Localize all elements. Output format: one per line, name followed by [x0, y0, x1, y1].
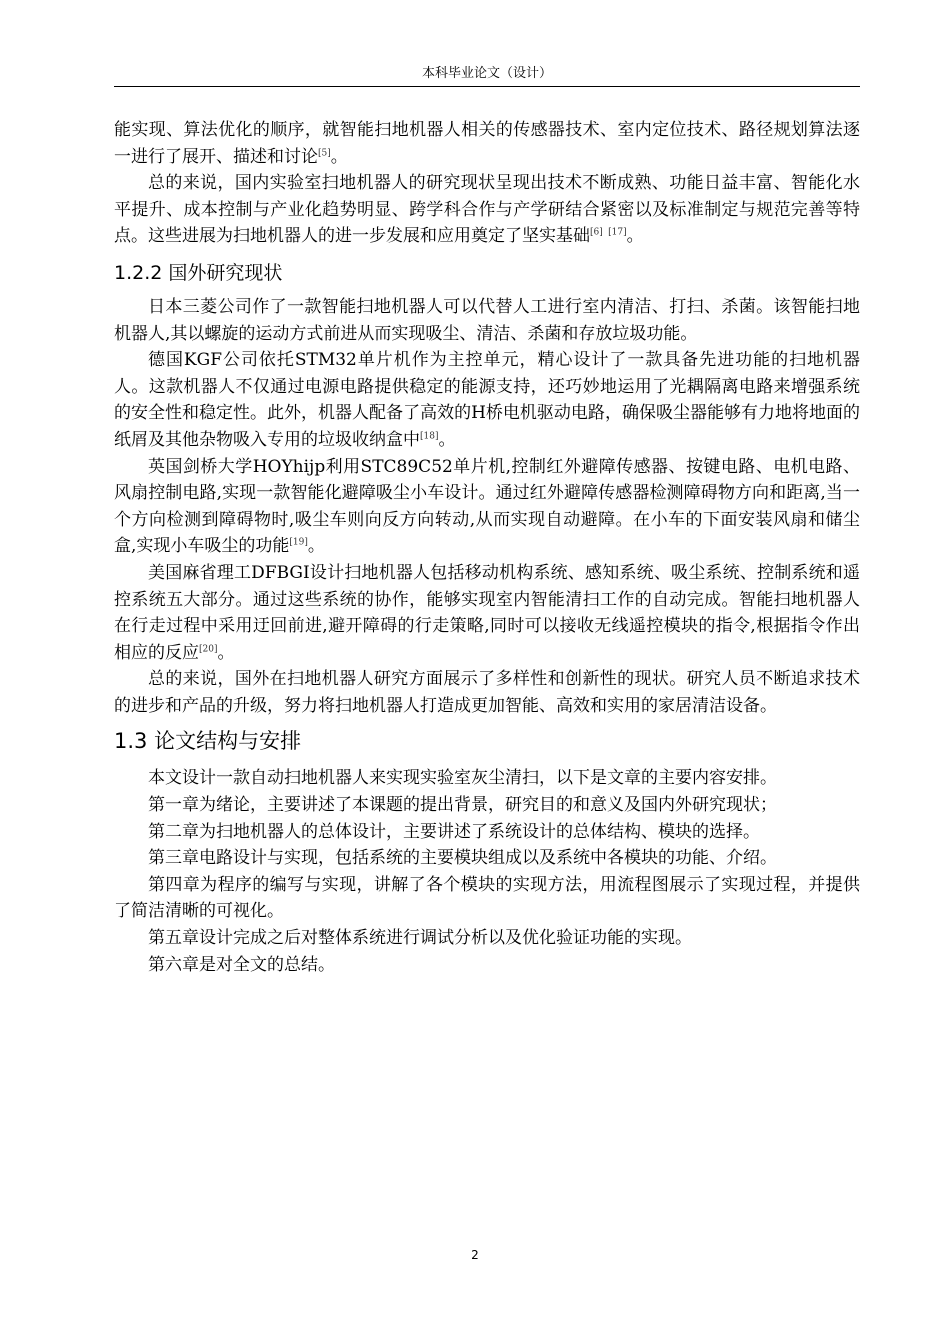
- header-title: 本科毕业论文（设计）: [421, 66, 552, 81]
- citation: [20]: [199, 644, 218, 655]
- paragraph: 英国剑桥大学HOYhijp利用STC89C52单片机,控制红外避障传感器、按键电路、电机电路、风扇控制电路,实现一款智能化避障吸尘小车设计。通过红外避障传感器检测障碍物方向和距离,当一个方向检测到障碍物时,吸尘车则向反方向转动,从而实现自动避障。在小车的下面安装风扇和储尘盒,实现小车吸尘的功能[19]。: [114, 456, 860, 557]
- paragraph: 第四章为程序的编写与实现，讲解了各个模块的实现方法，用流程图展示了实现过程，并提供了简洁清晰的可视化。: [114, 874, 860, 922]
- paragraph: 美国麻省理工DFBGI设计扫地机器人包括移动机构系统、感知系统、吸尘系统、控制系统和遥控系统五大部分。通过这些系统的协作，能够实现室内智能清扫工作的自动完成。智能扫地机器人在行走过程中采用迂回前进,避开障碍的行走策略,同时可以接收无线遥控模块的指令,根据指令作出相应的反应[20]。: [114, 562, 860, 663]
- citation: [6]: [590, 227, 603, 238]
- paragraph: 本文设计一款自动扫地机器人来实现实验室灰尘清扫，以下是文章的主要内容安排。: [148, 768, 777, 789]
- page-number: 2: [471, 1248, 479, 1262]
- paragraph: 第五章设计完成之后对整体系统进行调试分析以及优化验证功能的实现。: [148, 928, 692, 949]
- document-body: [114, 117, 860, 978]
- section-heading-1-2-2: 1.2.2 国外研究现状: [114, 261, 283, 284]
- paragraph: 第三章电路设计与实现，包括系统的主要模块组成以及系统中各模块的功能、介绍。: [148, 848, 777, 869]
- paragraph: 日本三菱公司作了一款智能扫地机器人可以代替人工进行室内清洁、打扫、杀菌。该智能扫地机器人,其以螺旋的运动方式前进从而实现吸尘、清洁、杀菌和存放垃圾功能。: [114, 296, 860, 344]
- paragraph: 总的来说，国内实验室扫地机器人的研究现状呈现出技术不断成熟、功能日益丰富、智能化水平提升、成本控制与产业化趋势明显、跨学科合作与产学研结合紧密以及标准制定与规范完善等特点。这些进展为扫地机器人的进一步发展和应用奠定了坚实基础[6] [17]。: [114, 173, 860, 247]
- citation: [17]: [608, 227, 627, 238]
- page-header: [114, 64, 860, 87]
- paragraph: 能实现、算法优化的顺序，就智能扫地机器人相关的传感器技术、室内定位技术、路径规划算法逐一进行了展开、描述和讨论[5]。: [114, 120, 860, 167]
- citation: [18]: [420, 431, 439, 442]
- paragraph: 德国KGF公司依托STM32单片机作为主控单元，精心设计了一款具备先进功能的扫地机器人。这款机器人不仅通过电源电路提供稳定的能源支持，还巧妙地运用了光耦隔离电路来增强系统的安全性和稳定性。此外，机器人配备了高效的H桥电机驱动电路，确保吸尘器能够有力地将地面的纸屑及其他杂物吸入专用的垃圾收纳盒中[18]。: [114, 350, 860, 450]
- paragraph: 第六章是对全文的总结。: [148, 954, 335, 975]
- paragraph: 第一章为绪论，主要讲述了本课题的提出背景，研究目的和意义及国内外研究现状；: [148, 795, 777, 816]
- paragraph: 总的来说，国外在扫地机器人研究方面展示了多样性和创新性的现状。研究人员不断追求技术的进步和产品的升级，努力将扫地机器人打造成更加智能、高效和实用的家居清洁设备。: [114, 669, 860, 716]
- citation: [19]: [289, 537, 308, 548]
- citation: [5]: [318, 147, 331, 158]
- paragraph: 第二章为扫地机器人的总体设计，主要讲述了系统设计的总体结构、模块的选择。: [148, 821, 760, 842]
- section-heading-1-3: 1.3 论文结构与安排: [114, 729, 302, 754]
